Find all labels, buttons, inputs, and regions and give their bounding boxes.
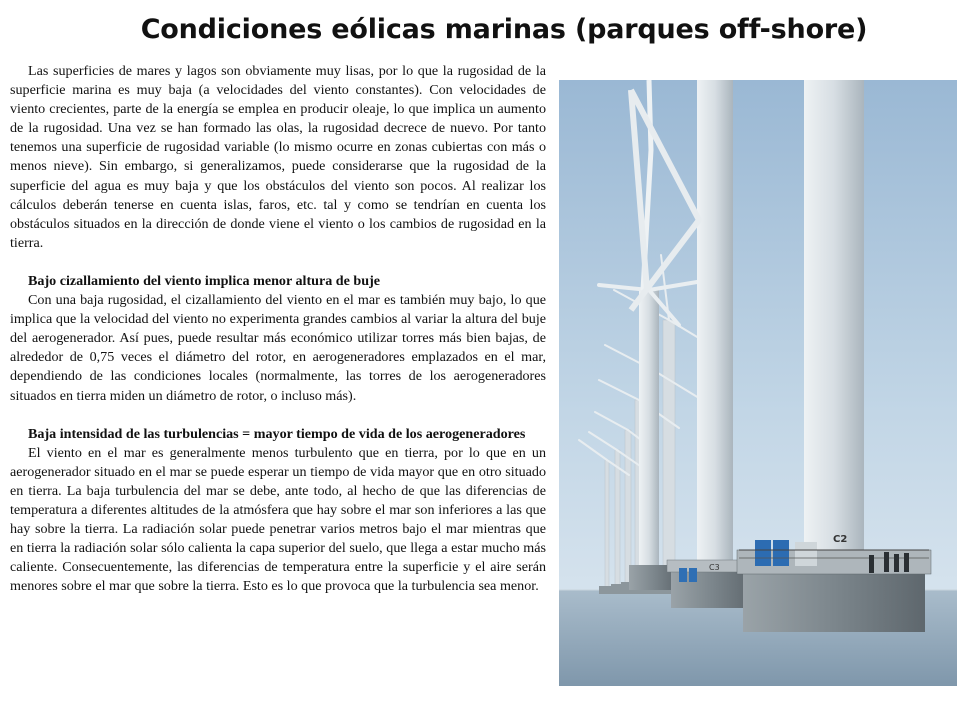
heading-turbulence: Baja intensidad de las turbulencias = mayor tiempo de vida de los aerogeneradores (28, 425, 526, 442)
tower-label-c3: C3 (709, 563, 720, 572)
paragraph-wind-shear: Con una baja rugosidad, el cizallamiento del viento en el mar es también muy bajo, lo que implica que la velocidad del viento no experimenta grandes cambios al variar la altura del buje del aerogenerador. Así pues, puede resultar más económico utilizar torres más bien bajas, de alrededor de 0,75 veces el diámetro del rotor, en aerogeneradores emplazados en el mar, dependiendo de las condiciones locales (normalmente, las torres de los aerogeneradores situados en tierra miden un diámetro de rotor, o incluso más). (10, 292, 546, 404)
slide-title: Condiciones eólicas marinas (parques off-shore) (140, 14, 868, 45)
body-text (10, 62, 546, 596)
heading-wind-shear: Bajo cizallamiento del viento implica menor altura de buje (28, 272, 381, 289)
tower-label-c2: C2 (833, 534, 848, 545)
offshore-wind-farm-photo (559, 80, 957, 686)
paragraph-turbulence: El viento en el mar es generalmente menos turbulento que en tierra, por lo que en un aerogenerador situado en el mar se puede esperar un tiempo de vida mayor que en otro situado en tierra. La baja turbulencia del mar se debe, ante todo, al hecho de que las diferencias de temperatura a diferentes altitudes de la atmósfera que hay sobre el mar son inferiores a las que hay sobre la tierra. La radiación solar puede penetrar varios metros bajo el mar mientras que en tierra la radiación solar sólo calienta la capa superior del suelo, que llega a estar mucho más caliente. Consecuentemente, las diferencias de temperatura entre la superficie y el aire serán menores sobre el mar que sobre la tierra. Esto es lo que provoca que la turbulencia sea menor. (10, 444, 546, 595)
paragraph-intro: Las superficies de mares y lagos son obviamente muy lisas, por lo que la rugosidad de la superficie marina es muy baja (a velocidades del viento constantes). Con velocidades de viento crecientes, parte de la energía se emplea en producir oleaje, lo que implica un aumento de la rugosidad. Una vez se han formado las olas, la rugosidad decrece de nuevo. Por tanto tenemos una superficie de rugosidad variable (lo mismo ocurre en zonas cubiertas con más o menos nieve). Sin embargo, si generalizamos, puede considerarse que la rugosidad de la superficie del agua es muy baja y que los obstáculos del viento son pocos. Al realizar los cálculos deberán tenerse en cuenta islas, faros, etc. tal y como se tendrían en cuenta los obstáculos situados en la dirección de donde viene el viento o los cambios de rugosidad en la tierra. (10, 63, 546, 251)
